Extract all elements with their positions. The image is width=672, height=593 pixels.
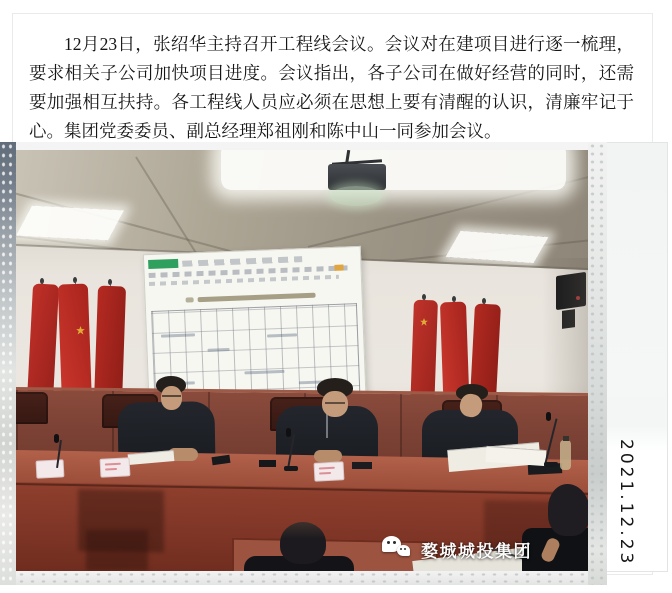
- bubble-eye: [400, 548, 402, 550]
- under-table-shadow: [86, 530, 148, 571]
- name-card-text: [319, 467, 335, 470]
- snow-border-top: [16, 142, 588, 150]
- microphone-icon: [286, 428, 291, 437]
- phone: [259, 460, 276, 467]
- wechat-bubbles-icon: [382, 536, 414, 563]
- name-card-text: [319, 472, 331, 475]
- water-bottle-cap: [563, 436, 569, 441]
- photo-frame: [0, 142, 607, 585]
- meeting-photo[interactable]: [16, 150, 588, 571]
- photo-watermark: [382, 536, 532, 563]
- audience-member-head: [280, 522, 326, 564]
- notebook: [352, 462, 372, 469]
- conference-table: [16, 150, 588, 571]
- bubble-eye: [404, 548, 406, 550]
- name-card-text: [105, 463, 121, 466]
- microphone-icon: [546, 412, 551, 421]
- microphone-base: [544, 462, 558, 467]
- name-card: [36, 459, 65, 478]
- snow-border-right: [588, 142, 607, 585]
- article-paragraph: 12月23日，张绍华主持召开工程线会议。会议对在建项目进行逐一梳理，要求相关子公司加快项目进度。会议指出，各子公司在做好经营的同时，还需要加强相互扶持。各工程线人员应必须在思想上要有清醒的认识，清廉牢记于心。集团党委委员、副总经理郑祖刚和陈中山一同参加会议。: [29, 34, 634, 141]
- name-card: [314, 461, 345, 482]
- name-card-text: [105, 468, 117, 471]
- snow-border-bottom: [16, 571, 588, 585]
- audience-member-head: [548, 484, 588, 536]
- chat-bubble-icon: [397, 545, 410, 556]
- name-card: [100, 457, 131, 478]
- bubble-eye: [393, 541, 396, 544]
- person-center-hands: [314, 450, 342, 462]
- microphone-base: [284, 466, 298, 471]
- bubble-eye: [387, 541, 390, 544]
- microphone-icon: [54, 434, 59, 443]
- snow-border-left: [0, 142, 16, 585]
- watermark-text: 婺城城投集团: [421, 542, 532, 561]
- water-bottle: [560, 440, 571, 470]
- photo-date: 2021.12.23: [616, 439, 636, 567]
